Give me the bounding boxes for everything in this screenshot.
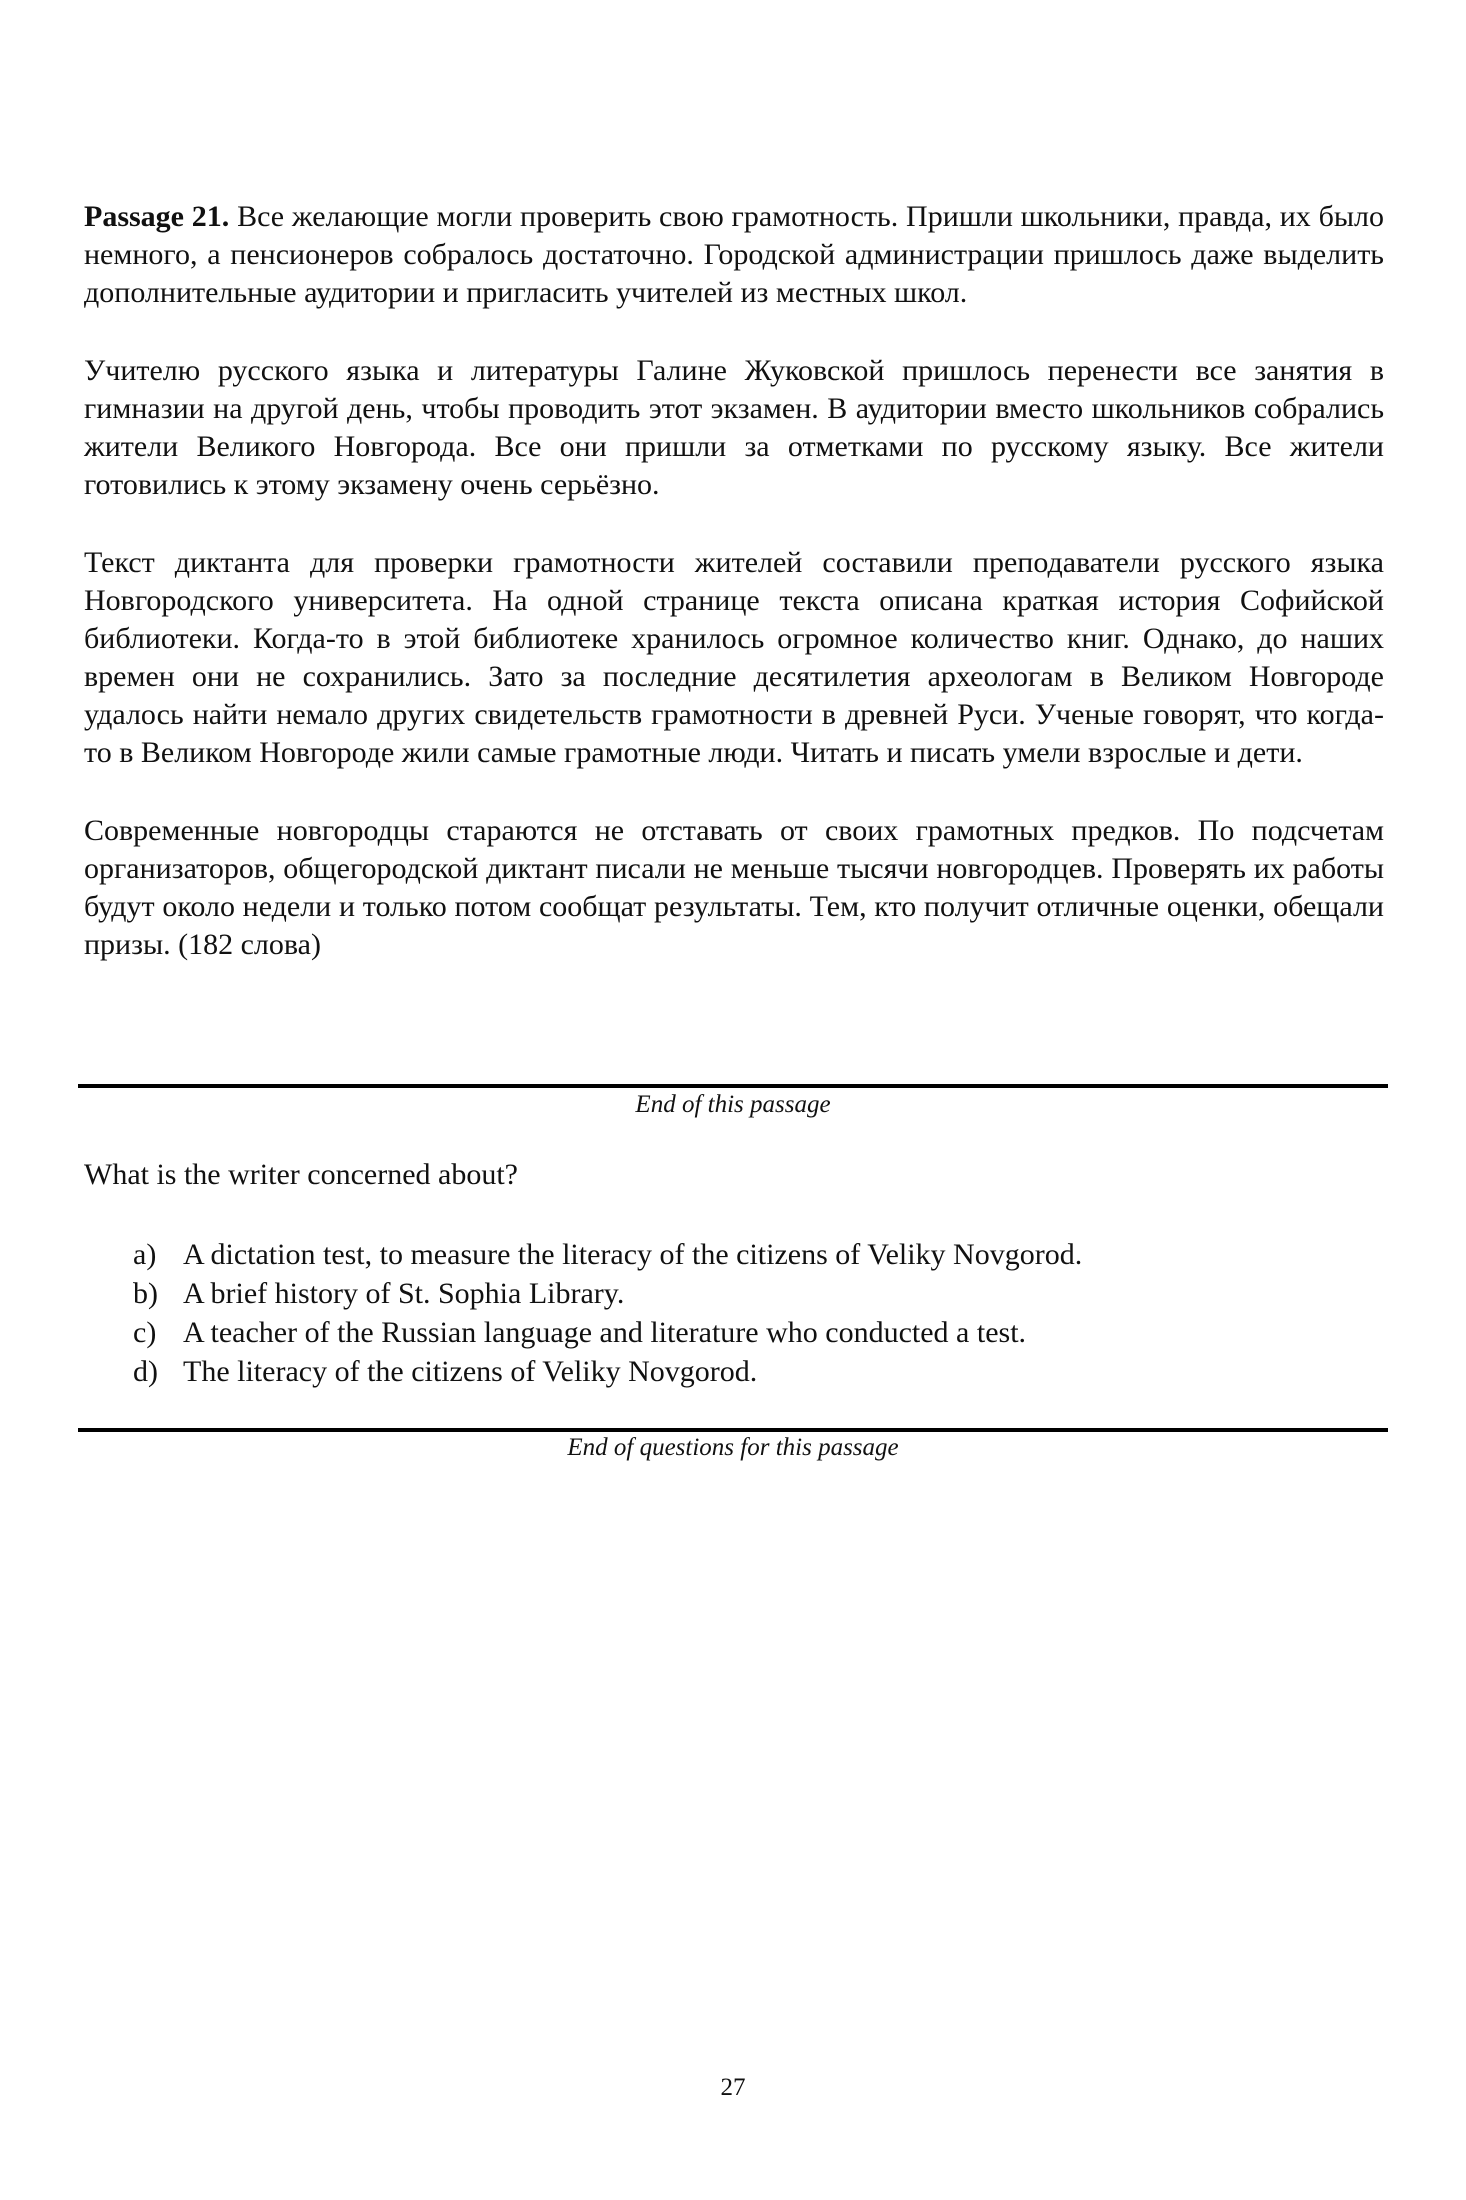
end-of-questions-note: End of questions for this passage — [567, 1434, 899, 1461]
answer-option-b — [133, 1274, 1082, 1313]
passage-text — [84, 198, 1384, 1004]
answer-option-d — [133, 1352, 1082, 1391]
question-text: What is the writer concerned about? — [84, 1158, 518, 1191]
passage-paragraph-2: Учителю русского языка и литературы Галине Жуковской пришлось перенести все занятия в гимназии на другой день, чтобы проводить этот экзамен. В аудитории вместо школьников собрались жители Великого Новгорода. Все они пришли за отметками по русскому языку. Все жители готовились к этому экзамену очень серьёзно. — [84, 354, 1384, 501]
passage-paragraph-3: Текст диктанта для проверки грамотности жителей составили преподаватели русского языка Новгородского университета. На одной странице текста описана краткая история Софийской библиотеки. Когда-то в этой библиотеке хранилось огромное количество книг. Однако, до наших времен они не сохранились. Зато за последние десятилетия археологам в Великом Новгороде удалось найти немало других свидетельств грамотности в древней Руси. Ученые говорят, что когда-то в Великом Новгороде жили самые грамотные люди. Читать и писать умели взрослые и дети. — [84, 546, 1384, 769]
option-text: The literacy of the citizens of Veliky Novgorod. — [183, 1355, 758, 1388]
passage-paragraph-1-text: Все желающие могли проверить свою грамотность. Пришли школьники, правда, их было немного, а пенсионеров собралось достаточно. Городской администрации пришлось даже выделить дополнительные аудитории и пригласить учителей из местных школ. — [84, 200, 1384, 309]
passage-paragraph-4: Современные новгородцы стараются не отставать от своих грамотных предков. По подсчетам организаторов, общегородской диктант писали не меньше тысячи новгородцев. Проверять их работы будут около недели и только потом сообщат результаты. Тем, кто получит отличные оценки, обещали призы. (182 слова) — [84, 814, 1384, 961]
answer-options-list — [133, 1235, 1082, 1391]
passage-end-divider — [78, 1084, 1388, 1088]
answer-option-a — [133, 1235, 1082, 1274]
option-text: A brief history of St. Sophia Library. — [183, 1277, 625, 1310]
answer-option-c — [133, 1313, 1082, 1352]
option-letter: b) — [133, 1277, 158, 1310]
option-letter: d) — [133, 1355, 158, 1388]
end-of-passage-note: End of this passage — [635, 1091, 831, 1118]
option-text: A teacher of the Russian language and literature who conducted a test. — [183, 1316, 1027, 1349]
page-number: 27 — [720, 2074, 746, 2101]
passage-paragraph-1 — [84, 198, 1384, 312]
option-letter: c) — [133, 1316, 157, 1349]
option-text: A dictation test, to measure the literacy of the citizens of Veliky Novgorod. — [183, 1238, 1083, 1271]
option-letter: a) — [133, 1238, 157, 1271]
passage-label: Passage 21. — [84, 200, 230, 233]
questions-end-divider — [78, 1428, 1388, 1432]
